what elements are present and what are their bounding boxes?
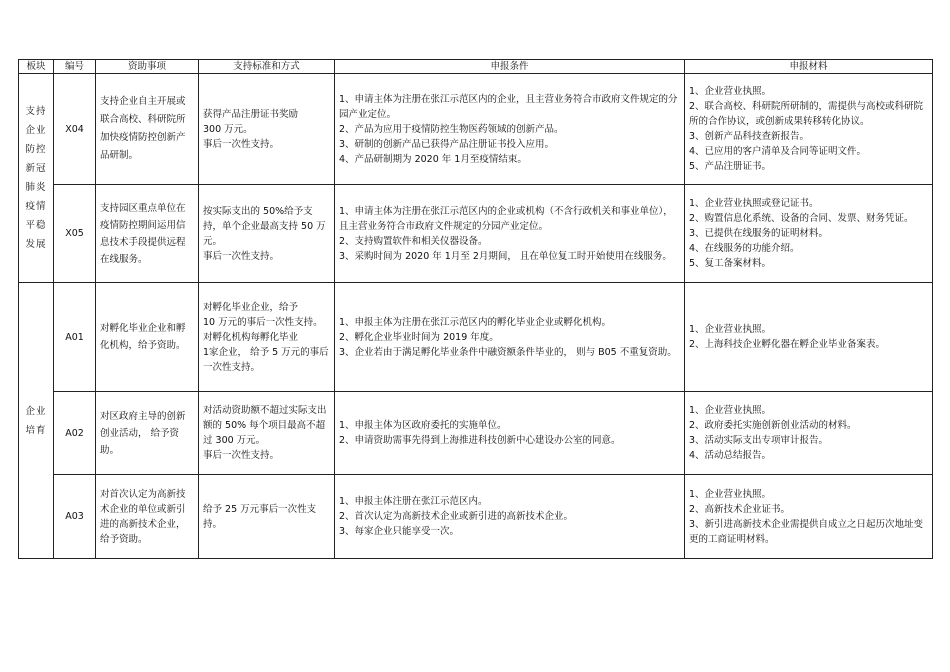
- conditions-cell: [335, 283, 685, 392]
- condition-line: 1、申请主体为注册在张江示范区内的企业，且主营业务符合市政府文件规定的分园产业定位。: [339, 93, 678, 120]
- code-cell: A02: [54, 392, 96, 475]
- item-cell: 对首次认定为高新技术企业的单位或新引进的高新技术企业， 给予资助。: [96, 475, 199, 559]
- code-cell: X05: [54, 185, 96, 283]
- condition-line: 3、企业若由于满足孵化毕业条件中融资额条件毕业的， 则与 B05 不重复资助。: [339, 346, 677, 358]
- material-line: 1、企业营业执照。: [689, 324, 772, 335]
- condition-line: 1、申报主体为注册在张江示范区内的孵化毕业企业或孵化机构。: [339, 316, 612, 328]
- condition-line: 2、申请资助需事先得到上海推进科技创新中心建设办公室的同意。: [339, 435, 621, 446]
- materials-cell: [685, 475, 933, 559]
- item-cell: 对孵化毕业企业和孵化机构，给予资助。: [96, 283, 199, 392]
- standard-line: 按实际支出的 50%给予支持，单个企业最高支持 50 万元。: [203, 205, 326, 247]
- material-line: 2、政府委托实施创新创业活动的材料。: [689, 420, 857, 431]
- standard-cell: [199, 283, 335, 392]
- standard-line: 对活动资助额不超过实际支出额的 50% 每个项目最高不超过 300 万元。: [203, 405, 327, 446]
- condition-line: 2、首次认定为高新技术企业或新引进的高新技术企业。: [339, 511, 574, 522]
- header-row: [19, 60, 933, 74]
- material-line: 1、企业营业执照。: [689, 86, 772, 97]
- table-row: [19, 283, 933, 392]
- header-standard: 支持标准和方式: [199, 60, 335, 74]
- material-line: 2、高新技术企业证书。: [689, 503, 791, 515]
- standard-line: 1家企业， 给予 5 万元的事后一次性支持。: [203, 346, 329, 373]
- header-conditions: 申报条件: [335, 60, 685, 74]
- condition-line: 3、每家企业只能享受一次。: [339, 526, 460, 537]
- standard-cell: [199, 74, 335, 185]
- header-item: 资助事项: [96, 60, 199, 74]
- standard-line: 10 万元的事后一次性支持。: [203, 316, 323, 328]
- material-line: 2、购置信息化系统、设备的合同、发票、财务凭证。: [689, 213, 914, 224]
- material-line: 3、已提供在线服务的证明材料。: [689, 228, 829, 239]
- material-line: 4、已应用的客户清单及合同等证明文件。: [689, 146, 867, 157]
- code-cell: X04: [54, 74, 96, 185]
- table-row: [19, 392, 933, 475]
- material-line: 3、活动实际支出专项审计报告。: [689, 435, 829, 446]
- condition-line: 2、产品为应用于疫情防控生物医药领域的创新产品。: [339, 123, 564, 135]
- material-line: 5、产品注册证书。: [689, 161, 772, 172]
- condition-line: 1、申报主体为区政府委托的实施单位。: [339, 420, 507, 431]
- table-row: [19, 74, 933, 185]
- material-line: 5、复工备案材料。: [689, 258, 772, 269]
- condition-line: 2、孵化企业毕业时间为 2019 年度。: [339, 331, 499, 343]
- header-materials: 申报材料: [685, 60, 933, 74]
- materials-cell: [685, 74, 933, 185]
- condition-line: 3、研制的创新产品已获得产品注册证书投入应用。: [339, 138, 555, 150]
- condition-line: 1、申报主体注册在张江示范区内。: [339, 496, 488, 507]
- materials-cell: [685, 283, 933, 392]
- conditions-cell: [335, 185, 685, 283]
- table-row: [19, 475, 933, 559]
- condition-line: 3、采购时间为 2020 年 1月至 2月期间， 且在单位复工时开始使用在线服务。: [339, 250, 672, 262]
- header-section: 板块: [19, 60, 54, 74]
- standard-line: 300 万元。: [203, 123, 253, 135]
- material-line: 3、创新产品科技查新报告。: [689, 131, 810, 142]
- standard-line: 给予 25 万元事后一次性支持。: [203, 503, 317, 530]
- condition-line: 2、支持购置软件和相关仪器设备。: [339, 235, 488, 247]
- standard-line: 对孵化毕业企业，给予: [203, 301, 299, 313]
- condition-line: 4、产品研制期为 2020 年 1月至疫情结束。: [339, 153, 527, 165]
- material-line: 3、新引进高新技术企业需提供自成立之日起历次地址变更的工商证明材料。: [689, 518, 924, 545]
- standard-line: 对孵化机构每孵化毕业: [203, 331, 299, 343]
- header-code: 编号: [54, 60, 96, 74]
- condition-line: 1、申请主体为注册在张江示范区内的企业或机构（不含行政机关和事业单位），且主营业务符合市政府文件规定的分园产业定位。: [339, 205, 673, 232]
- standard-line: 事后一次性支持。: [203, 450, 280, 461]
- materials-cell: [685, 185, 933, 283]
- conditions-cell: [335, 74, 685, 185]
- standard-cell: [199, 392, 335, 475]
- item-cell: 支持园区重点单位在疫情防控期间运用信息技术手段提供远程在线服务。: [96, 185, 199, 283]
- item-cell: 支持企业自主开展或联合高校、科研院所加快疫情防控创新产品研制。: [96, 74, 199, 185]
- table-row: [19, 185, 933, 283]
- materials-cell: [685, 392, 933, 475]
- conditions-cell: [335, 475, 685, 559]
- standard-line: 获得产品注册证书奖励: [203, 108, 299, 120]
- material-line: 2、联合高校、科研院所研制的，需提供与高校或科研院所的合作协议，或创新成果转移转化协议。: [689, 101, 924, 127]
- material-line: 1、企业营业执照。: [689, 405, 772, 416]
- conditions-cell: [335, 392, 685, 475]
- material-line: 4、在线服务的功能介绍。: [689, 243, 800, 254]
- section-cell: 支持企业防控新冠肺炎疫情平稳发展: [19, 74, 54, 283]
- material-line: 1、企业营业执照。: [689, 488, 772, 500]
- material-line: 4、活动总结报告。: [689, 450, 772, 461]
- standard-cell: [199, 475, 335, 559]
- material-line: 1、企业营业执照或登记证书。: [689, 198, 819, 209]
- standard-line: 事后一次性支持。: [203, 250, 280, 262]
- subsidy-table: [18, 59, 933, 559]
- code-cell: A01: [54, 283, 96, 392]
- standard-line: 事后一次性支持。: [203, 138, 280, 150]
- code-cell: A03: [54, 475, 96, 559]
- item-cell: 对区政府主导的创新创业活动， 给予资助。: [96, 392, 199, 475]
- section-cell: 企业培育: [19, 283, 54, 559]
- standard-cell: [199, 185, 335, 283]
- material-line: 2、上海科技企业孵化器在孵企业毕业备案表。: [689, 339, 886, 350]
